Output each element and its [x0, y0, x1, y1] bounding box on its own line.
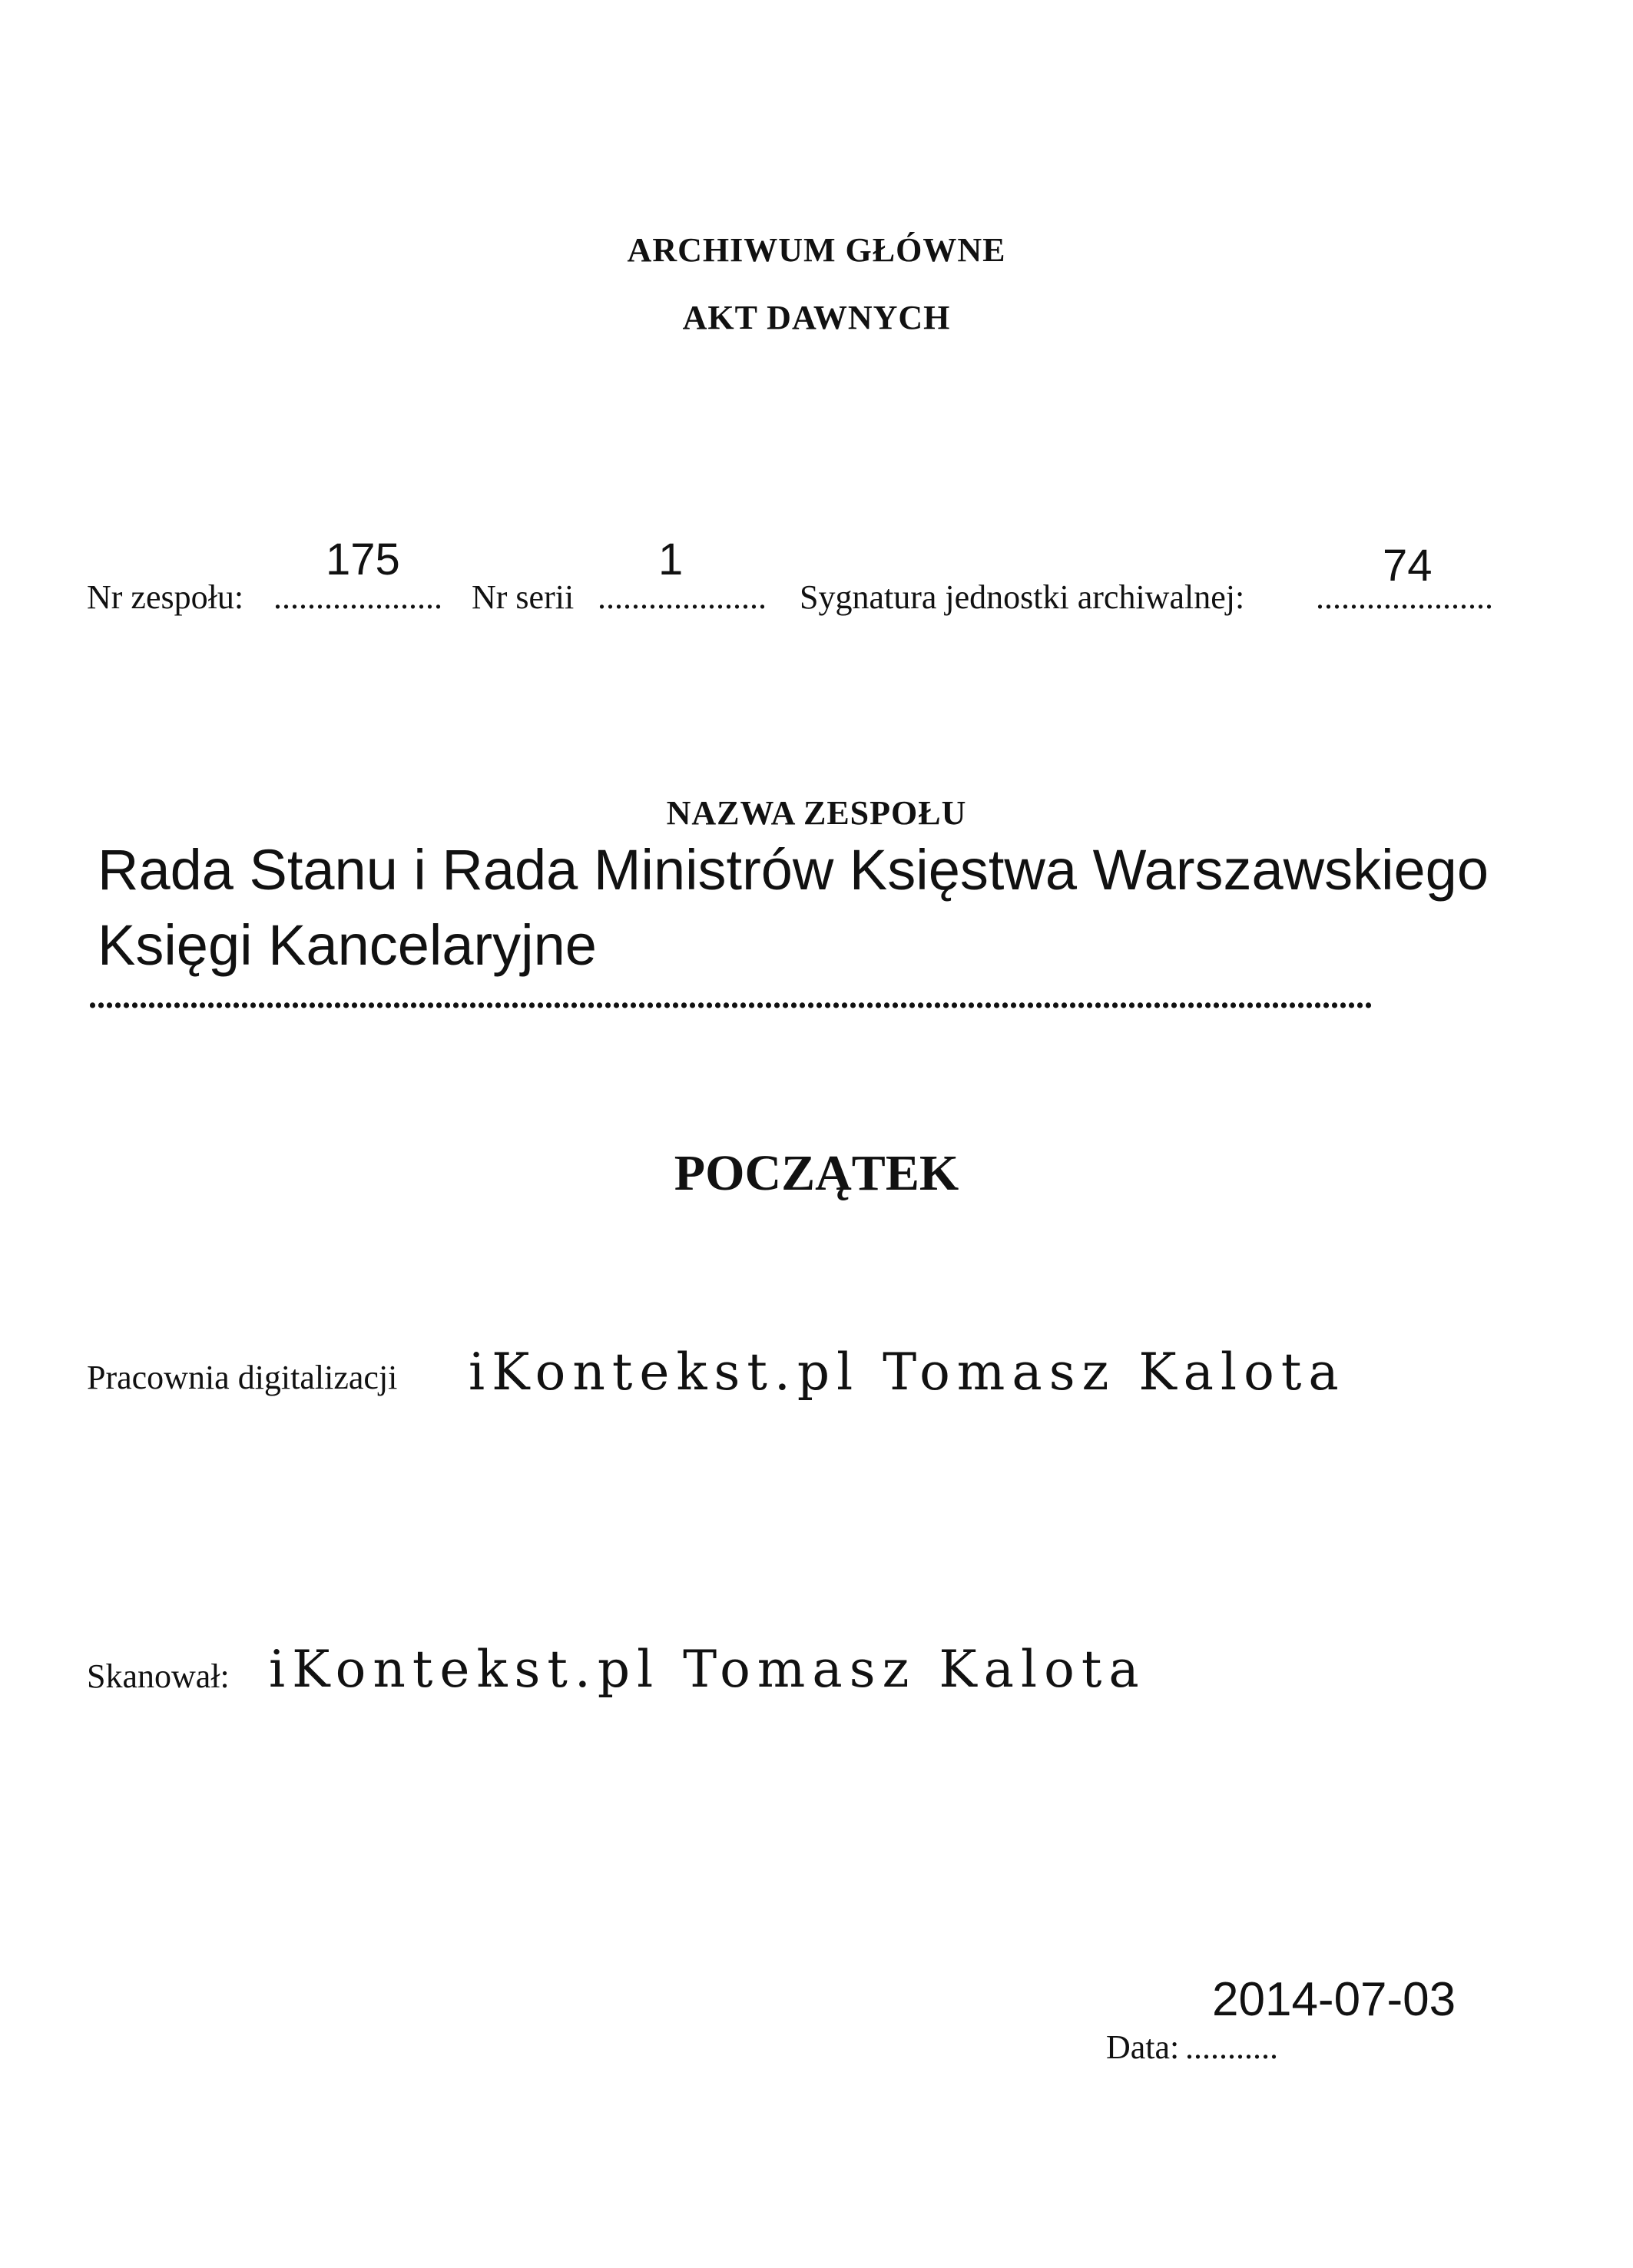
archive-name-line1: ARCHIWUM GŁÓWNE [627, 231, 1006, 269]
date-value: 2014-07-03 [1212, 1973, 1456, 2026]
seria-number-value: 1 [658, 535, 684, 584]
date-dots: ........... [1185, 2028, 1278, 2066]
archive-name-line2: AKT DAWNYCH [682, 299, 951, 336]
zespol-name-dots: ........................................................................................................................................................ [88, 978, 1373, 1015]
seria-number-dots: .................... [598, 578, 767, 616]
sygnatura-label: Sygnatura jednostki archiwalnej: [800, 578, 1245, 616]
scanned-by-value: iKontekst.pl Tomasz Kalota [269, 1640, 1146, 1699]
start-marker: POCZĄTEK [674, 1145, 959, 1201]
sygnatura-dots: ..................... [1316, 578, 1493, 616]
zespol-name-line1: Rada Stanu i Rada Ministrów Księstwa Warszawskiego [98, 838, 1489, 902]
date-label: Data: [1106, 2028, 1180, 2066]
digitization-value: iKontekst.pl Tomasz Kalota [469, 1343, 1346, 1402]
zespol-number-dots: .................... [273, 578, 442, 616]
digitization-label: Pracownia digitalizacji [87, 1359, 398, 1396]
zespol-number-value: 175 [326, 535, 400, 584]
sygnatura-value: 74 [1383, 541, 1433, 591]
seria-number-label: Nr serii [472, 578, 575, 616]
zespol-number-label: Nr zespołu: [87, 578, 244, 616]
scanned-by-label: Skanował: [87, 1657, 230, 1695]
zespol-name-line2: Księgi Kancelaryjne [98, 913, 597, 977]
zespol-name-heading: NAZWA ZESPOŁU [666, 794, 967, 832]
